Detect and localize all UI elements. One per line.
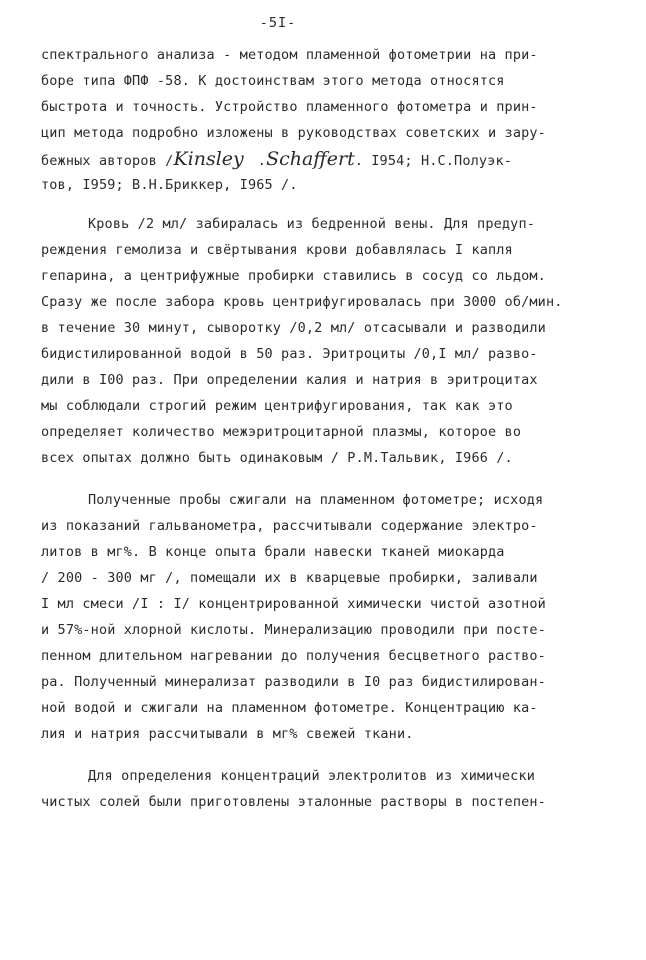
text-line: литов в мг%. В конце опыта брали навески тканей миокарда <box>41 544 505 560</box>
text-line: чистых солей были приготовлены эталонные растворы в постепен- <box>41 794 546 810</box>
handwritten-author-kinsley: Kinsley <box>173 148 244 170</box>
text-line: Для определения концентраций электролитов из химически <box>88 768 535 784</box>
text-line: пенном длительном нагревании до получения бесцветного раство- <box>41 648 546 664</box>
text-line: быстрота и точность. Устройство пламенного фотометра и прин- <box>41 99 538 115</box>
text-line: Сразу же после забора кровь центрифугировалась при 3000 об/мин. <box>41 294 563 310</box>
text-line: Кровь /2 мл/ забиралась из бедренной вены. Для предуп- <box>88 216 535 232</box>
text-line: цип метода подробно изложены в руководствах советских и зару- <box>41 125 546 141</box>
text-line: тов, I959; В.Н.Бриккер, I965 /. <box>41 177 298 193</box>
text-line: дили в I00 раз. При определении калия и натрия в эритроцитах <box>41 372 538 388</box>
text-line: в течение 30 минут, сыворотку /0,2 мл/ отсасывали и разводили <box>41 320 546 336</box>
text-line: / 200 - 300 мг /, помещали их в кварцевые пробирки, заливали <box>41 570 538 586</box>
text-line-with-handwriting <box>41 149 601 171</box>
text-line: реждения гемолиза и свёртывания крови добавлялась I капля <box>41 242 513 258</box>
page-number: -5I- <box>259 15 297 31</box>
text-line: лия и натрия рассчитывали в мг% свежей ткани. <box>41 726 414 742</box>
text-line: ра. Полученный минерализат разводили в I0 раз бидистилирован- <box>41 674 546 690</box>
text-line: спектрального анализа - методом пламенной фотометрии на при- <box>41 47 538 63</box>
line-text-post: . I954; Н.С.Полуэк- <box>354 153 512 169</box>
text-line: ной водой и сжигали на пламенном фотометре. Концентрацию ка- <box>41 700 538 716</box>
line-text-mid: . <box>257 153 267 169</box>
line-text-pre: бежных авторов / <box>41 153 174 169</box>
text-line: Полученные пробы сжигали на пламенном фотометре; исходя <box>88 492 544 508</box>
text-line: определяет количество межэритроцитарной плазмы, которое во <box>41 424 522 440</box>
text-line: бидистилированной водой в 50 раз. Эритроциты /0,I мл/ разво- <box>41 346 538 362</box>
text-line: и 57%-ной хлорной кислоты. Минерализацию проводили при посте- <box>41 622 546 638</box>
text-line: всех опытах должно быть одинаковым / Р.М.Тальвик, I966 /. <box>41 450 513 466</box>
text-line: мы соблюдали строгий режим центрифугирования, так как это <box>41 398 513 414</box>
handwritten-author-schaffert: Schaffert <box>266 148 355 170</box>
text-line: I мл смеси /I : I/ концентрированной химически чистой азотной <box>41 596 546 612</box>
text-line: из показаний гальванометра, рассчитывали содержание электро- <box>41 518 538 534</box>
text-line: боре типа ФПФ -58. К достоинствам этого метода относятся <box>41 73 505 89</box>
text-line: гепарина, а центрифужные пробирки ставились в сосуд со льдом. <box>41 268 546 284</box>
